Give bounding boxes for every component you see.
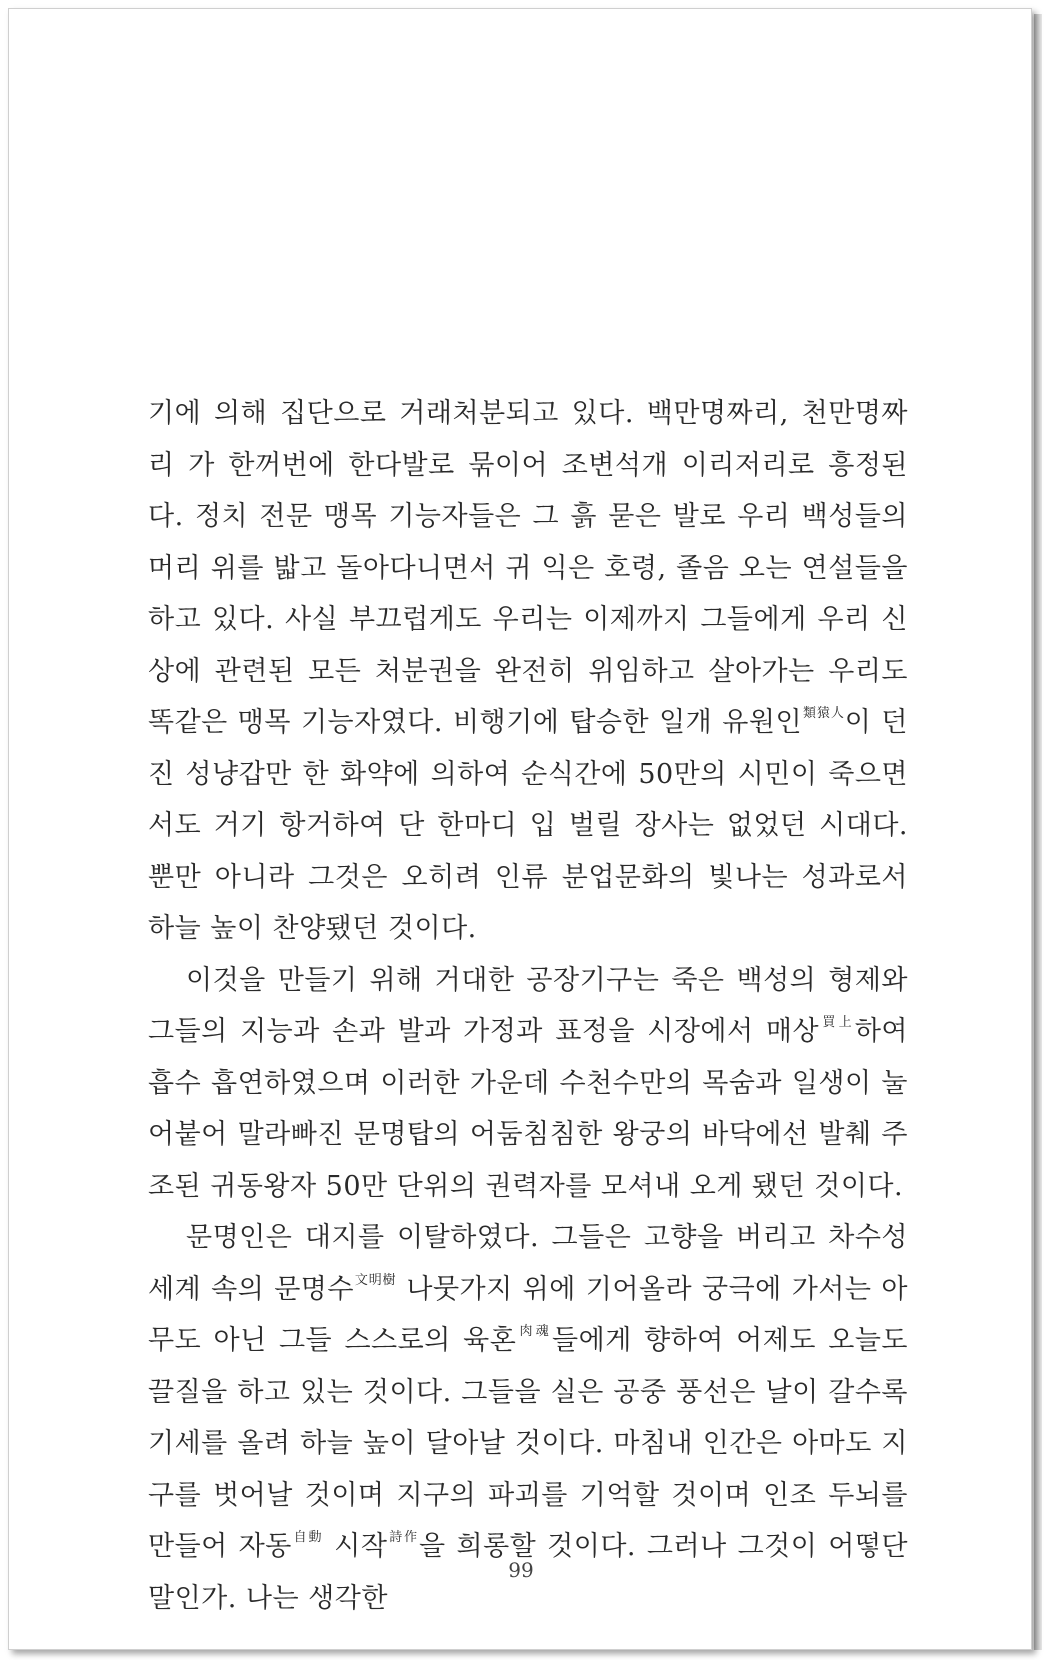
paragraph-text: 이것을 만들기 위해 거대한 공장기구는 죽은 백성의 형제와 그들의 지능과 손과 발과 가정과 표정을 시장에서 매상: [148, 964, 908, 1047]
hanja-annotation: 自動: [291, 1530, 324, 1545]
hanja-annotation: 肉魂: [516, 1324, 553, 1339]
paragraph: [148, 955, 908, 1213]
paragraph: [148, 388, 908, 955]
hanja-annotation: 文明樹: [353, 1272, 397, 1288]
paragraph-text: 나뭇가지 위에 기어올라 궁극에 가서는 아무도 아닌 그들 스스로의 육혼: [148, 1273, 908, 1356]
hanja-annotation: 買上: [819, 1015, 855, 1030]
paragraph-text: 을 희롱할 것이다. 그러나 그것이 어떻단 말인가. 나는 생각한: [148, 1531, 909, 1614]
paragraph-text: 기에 의해 집단으로 거래처분되고 있다. 백만명짜리, 천만명짜리 가 한꺼번에 한다발로 묶이어 조변석개 이리저리로 흥정된다. 정치 전문 맹목 기능자들은 그 흙 묻은 발로 우리 백성들의 머리 위를 밟고 돌아다니면서 귀 익은 호령, 졸음 오는 연설들을 하고 있다. 사실 부끄럽게도 우리는 이제까지 그들에게 우리 신상에 관련된 모든 처분권을 완전히 위임하고 살아가는 우리도 똑같은 맹목 기능자였다. 비행기에 탑승한 일개 유원인: [148, 398, 908, 738]
paragraph-text: 이 던진 성냥갑만 한 화약에 의하여 순식간에 50만의 시민이 죽으면서도 거기 항거하여 단 한마디 입 벌릴 장사는 없었던 시대다. 뿐만 아니라 그것은 오히려 인류 분업문화의 빛나는 성과로서 하늘 높이 찬양됐던 것이다.: [148, 707, 908, 944]
hanja-annotation: 類猿人: [802, 706, 845, 721]
paragraph-text: 하여 흡수 흡연하였으며 이러한 가운데 수천수만의 목숨과 일생이 눌어붙어 말라빠진 문명탑의 어둠침침한 왕궁의 바닥에선 발췌 주조된 귀동왕자 50만 단위의 권력자를 모셔내 오게 됐던 것이다.: [148, 1016, 908, 1202]
paragraph-text: 시작: [323, 1531, 388, 1562]
page-edge: [1034, 14, 1042, 1650]
paragraph-text: 들에게 향하여 어제도 오늘도 끌질을 하고 있는 것이다. 그들을 실은 공중 풍선은 날이 갈수록 기세를 올려 하늘 높이 달아날 것이다. 마침내 인간은 아마도 지구를 벗어날 것이며 지구의 파괴를 기억할 것이며 인조 두뇌를 만들어 자동: [148, 1325, 908, 1562]
body-text: [148, 388, 908, 1624]
hanja-annotation: 詩作: [387, 1530, 419, 1545]
page-number: 99: [508, 1558, 534, 1582]
paragraph-text: 문명인은 대지를 이탈하였다. 그들은 고향을 버리고 차수성 세계 속의 문명수: [148, 1222, 908, 1305]
